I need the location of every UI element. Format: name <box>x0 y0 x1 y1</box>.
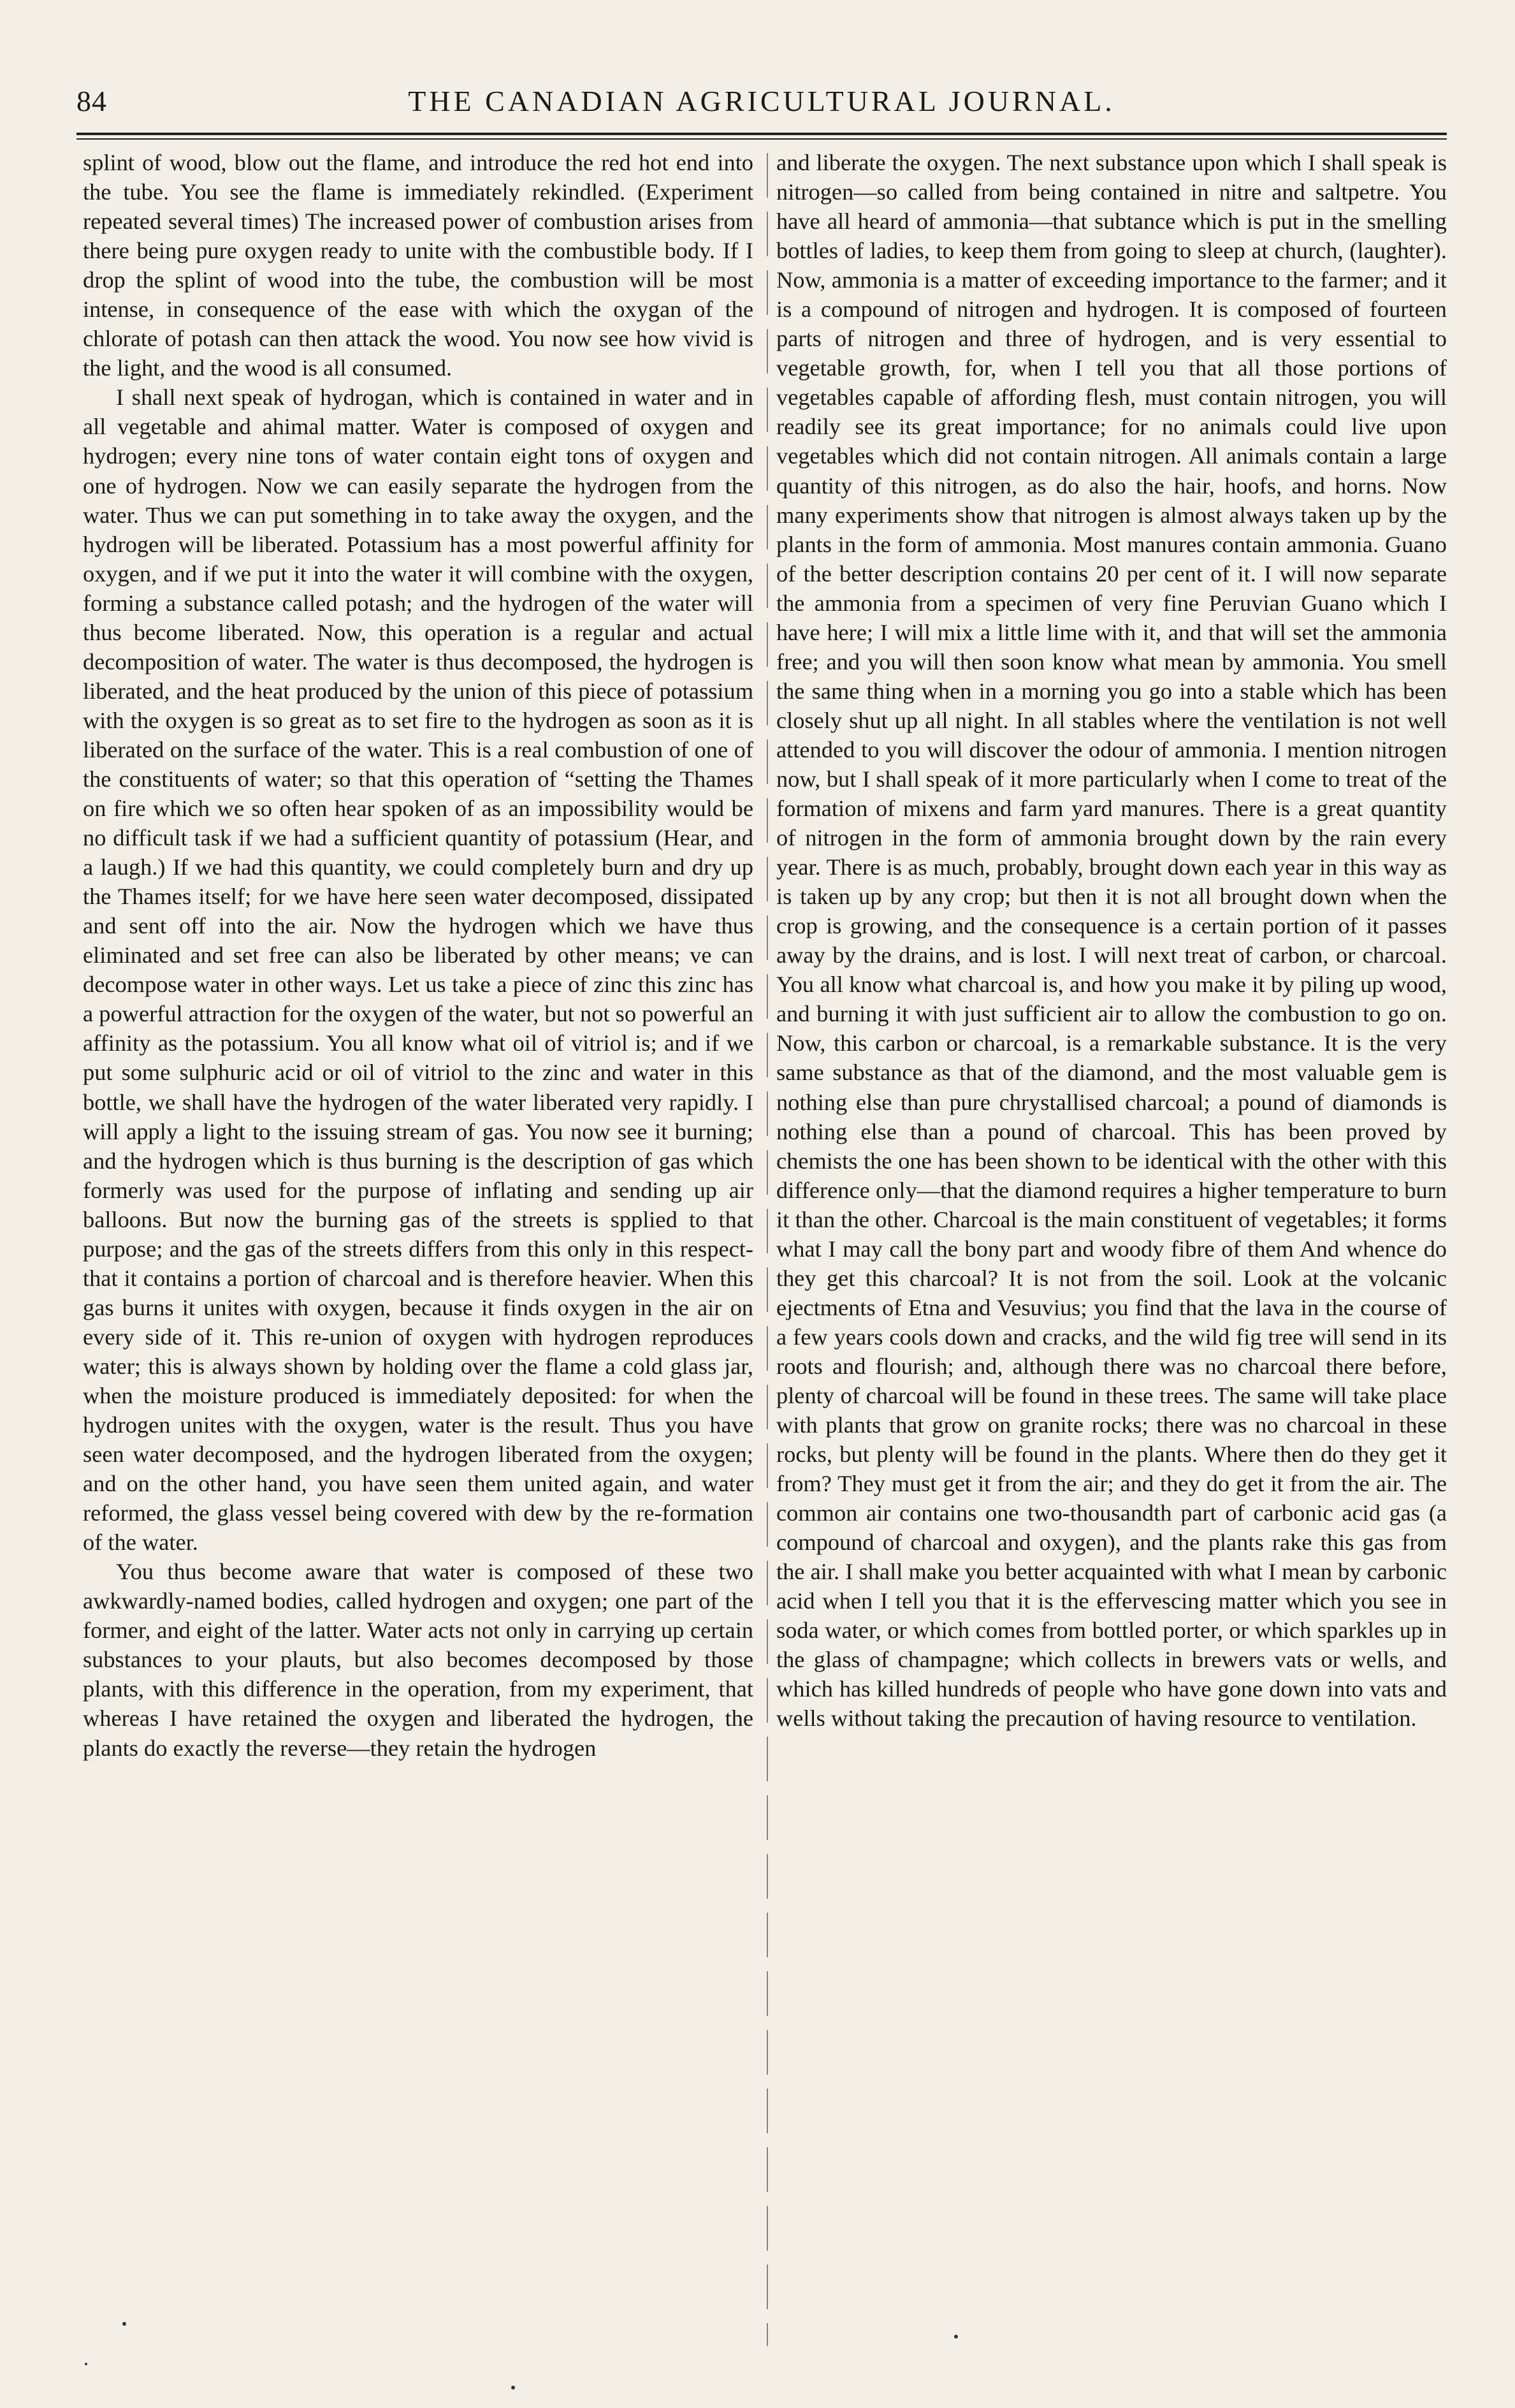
right-column <box>776 148 1447 1733</box>
paragraph: and liberate the oxygen. The next substance upon which I shall speak is nitrogen—so called from being contained in nitre and saltpetre. You have all heard of ammonia—that subtance which is put in the smelling bottles of ladies, to keep them from going to sleep at church, (laughter). Now, ammonia is a matter of exceeding importance to the farmer; and it is a compound of nitrogen and hydrogen. It is composed of fourteen parts of nitrogen and three of hydrogen, and is very essential to vegetable growth, for, when I tell you that all those portions of vegetables capable of affording flesh, must contain nitrogen, you will readily see its great importance; for no animals could live upon vegetables which did not contain nitrogen. All animals contain a large quantity of this nitrogen, as do also the hair, hoofs, and horns. Now many experiments show that nitrogen is almost always taken up by the plants in the form of ammonia. Most manures contain ammonia. Guano of the better description contains 20 per cent of it. I will now separate the ammonia from a specimen of very fine Peruvian Guano which I have here; I will mix a little lime with it, and that will set the ammonia free; and you will then soon know what mean by ammonia. You smell the same thing when in a morning you go into a stable which has been closely shut up all night. In all stables where the ventilation is not well attended to you will discover the odour of ammonia. I mention nitrogen now, but I shall speak of it more particularly when I come to treat of the formation of mixens and farm yard manures. There is a great quantity of nitrogen in the form of ammonia brought down by the rain every year. There is as much, probably, brought down each year in this way as is taken up by any crop; but then it is not all brought down when the crop is growing, and the consequence is a certain portion of it passes away by the drains, and is lost. I will next treat of carbon, or charcoal. You all know what charcoal is, and how you make it by piling up wood, and burning it with just sufficient air to allow the combustion to go on. Now, this carbon or charcoal, is a remarkable substance. It is the very same substance as that of the diamond, and the most valuable gem is nothing else than pure chrystallised charcoal; a pound of diamonds is nothing else than a pound of charcoal. This has been proved by chemists the one has been shown to be identical with the other with this difference only—that the diamond requires a higher temperature to burn it than the other. Charcoal is the main constituent of vegetables; it forms what I may call the bony part and woody fibre of them And whence do they get this charcoal? It is not from the soil. Look at the volcanic ejectments of Etna and Vesuvius; you find that the lava in the course of a few years cools down and cracks, and the wild fig tree will send in its roots and flourish; and, although there was no charcoal there before, plenty of charcoal will be found in these trees. The same will take place with plants that grow on granite rocks; there was no charcoal in these rocks, but plenty will be found in the plants. Where then do they get it from? They must get it from the air; and they do get it from the air. The common air contains one two-thousandth part of carbonic acid gas (a compound of charcoal and oxygen), and the plants rake this gas from the air. I shall make you better acquainted with what I mean by carbonic acid when I tell you that it is the effervescing matter which you see in soda water, or which comes from bottled porter, or which sparkles up in the glass of champagne; which collects in brewers vats or wells, and which has killed hundreds of people who have gone down into vats and wells without taking the precaution of having resource to ventilation. <box>776 150 1447 1732</box>
left-column <box>83 148 753 1763</box>
paragraph: splint of wood, blow out the flame, and introduce the red hot end into the tube. You see the flame is immediately rekindled. (Experiment repeated several times) The increased power of combustion arises from there being pure oxygen ready to unite with the combustible body. If I drop the splint of wood into the tube, the combustion will be most intense, in consequence of the ease with which the oxygan of the chlorate of potash can then attack the wood. You now see how vivid is the light, and the wood is all consumed. <box>83 150 753 381</box>
paragraph: You thus become aware that water is composed of these two awkwardly-named bodies, called hydrogen and oxygen; one part of the former, and eight of the latter. Water acts not only in carrying up certain substances to your plauts, but also becomes decomposed by those plants, with this difference in the operation, from my experiment, that whereas I have retained the oxygen and liberated the hydrogen, the plants do exactly the reverse—they retain the hydrogen <box>83 1559 753 1761</box>
column-divider <box>767 153 768 2346</box>
page-number: 84 <box>76 85 107 117</box>
paragraph: I shall next speak of hydrogan, which is contained in water and in all vegetable and ahimal matter. Water is composed of oxygen and hydrogen; every nine tons of water contain eight tons of oxygen and one of hydrogen. Now we can easily separate the hydrogen from the water. Thus we can put something in to take away the oxygen, and the hydrogen will be liberated. Potassium has a most powerful affinity for oxygen, and if we put it into the water it will combine with the oxygen, forming a substance called potash; and the hydrogen of the water will thus become liberated. Now, this operation is a regular and actual decomposition of water. The water is thus decomposed, the hydrogen is liberated, and the heat produced by the union of this piece of potassium with the oxygen is so great as to set fire to the hydrogen as soon as it is liberated on the surface of the water. This is a real combustion of one of the constituents of water; so that this operation of “setting the Thames on fire which we so often hear spoken of as an impossibility would be no difficult task if we had a sufficient quantity of potassium (Hear, and a laugh.) If we had this quantity, we could completely burn and dry up the Thames itself; for we have here seen water decomposed, dissipated and sent off into the air. Now the hydrogen which we have thus eliminated and set free can also be liberated by other means; ve can decompose water in other ways. Let us take a piece of zinc this zinc has a powerful attraction for the oxygen of the water, but not so powerful an affinity as the potassium. You all know what oil of vitriol is; and if we put some sulphuric acid or oil of vitriol to the zinc and water in this bottle, we shall have the hydrogen of the water liberated very rapidly. I will apply a light to the issuing stream of gas. You now see it burning; and the hydrogen which is thus burning is the description of gas which formerly was used for the purpose of inflating and sending up air balloons. But now the burning gas of the streets is spplied to that purpose; and the gas of the streets differs from this only in this respect-that it contains a portion of charcoal and is therefore heavier. When this gas burns it unites with oxygen, because it finds oxygen in the air on every side of it. This re-union of oxygen with hydrogen reproduces water; this is always shown by holding over the flame a cold glass jar, when the moisture produced is immediately deposited: for when the hydrogen unites with the oxygen, water is the result. Thus you have seen water decomposed, and the hydrogen liberated from the oxygen; and on the other hand, you have seen them united again, and water reformed, the glass vessel being covered with dew by the re-formation of the water. <box>83 384 753 1556</box>
journal-title: THE CANADIAN AGRICULTURAL JOURNAL. <box>408 85 1115 117</box>
page-header <box>76 84 1447 129</box>
header-rule <box>76 133 1447 135</box>
header-rule-thin <box>76 138 1447 140</box>
